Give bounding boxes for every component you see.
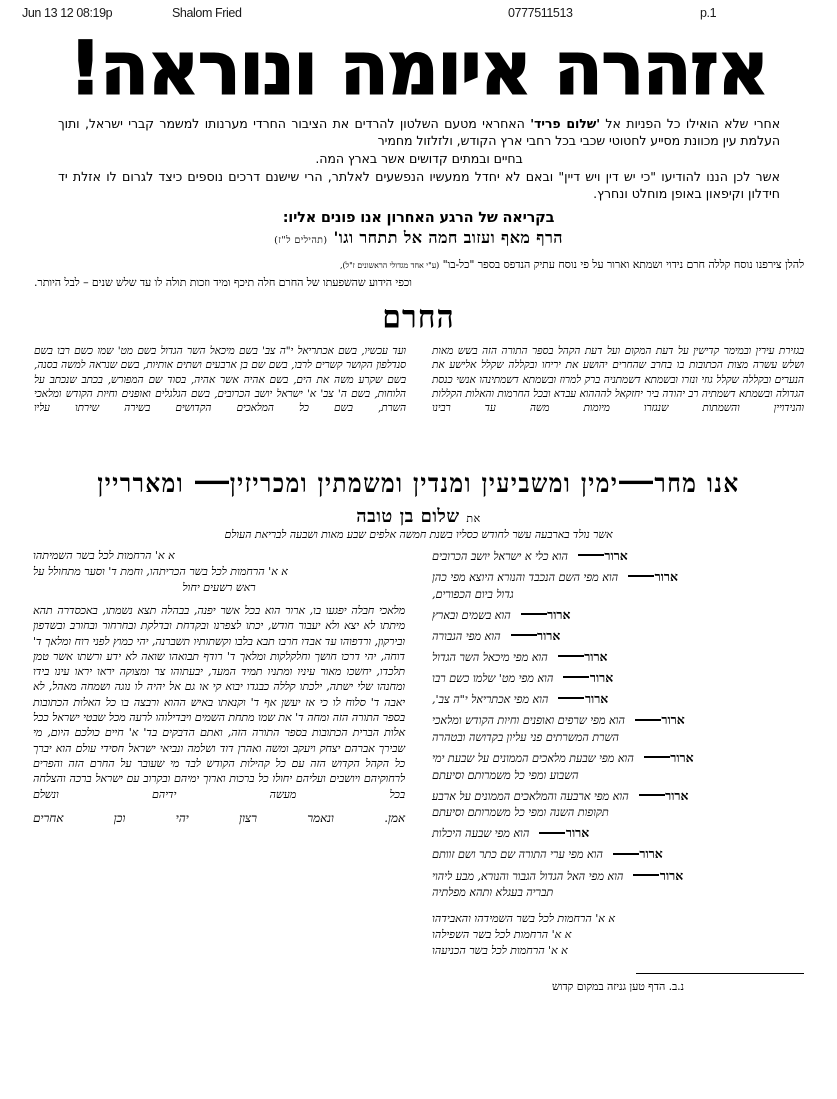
curse-item <box>432 607 804 624</box>
curse-label-text: ארור <box>584 648 608 664</box>
scripture-verse <box>0 228 837 248</box>
intro-paragraph-2 <box>58 168 780 203</box>
curse-label-arur <box>638 788 688 803</box>
curse-label-text: ארור <box>661 712 685 728</box>
main-curse-paragraph: מלאכי חבלה יפגעו בו, ארור הוא בכל אשר יפנה, בבהלה תצא נשמתו, באכסדרה תהא מיתתו לא יצא ולא יעבור חודש, יכתו לצפרנו ובקדחת ובדלקת ובחרחור ובחורב ובשדפון ובירקון, ורדפוהו עד אבדו חרבו תבא בלבו וקשתותיו תשברנה, יהי כמוץ לפני רוח ומלאך ד' דוחה, יהי דרכו חושך וחלקלקות ומלאך ד' רודף תבואהו שואה לא ידע ורשתו אשר טמן תלכדו, יחשכו מאור עיניו ומתניו תמיד המעד, יבעתוהו צר ומצוקה יראו יראו עינו בידו ומחנהו שלי ישתה, ילכתו קללה כבגדו יבוא קי או גם אל יהיה לו נוגה ושמחה מאהל, לא יאבה ד' סלוח לו כי אז יעשן אף ד' וקנאתו באיש ההוא ורבצה בו כל האלות הכתובות בספר התורה הזה ומחה ד' את שמו מתחת השמים ויבדילוהו לרעה מכל שבטי ישראל ככל אלות הברית הכתובות בספר התורה הזה, ואתם הדבקים בד' א' חיים כולכם היום, מי שבירך אברהם יצחק ויעקב ומשה ואהרן דוד ושלמה ונביאי ישראל חסידי עולם הוא יברך כל הקהל הקדוש הזה עם כל קהילות הקודש לבד מי שעובר על החרם הזה והפרים לרחוקיהם ויושבים ועליהם יחולו כל ברכות וארוך ימיהם ובקרוב עם ישראל ברכה והצלחה בכל מעשה ידיהם ונשלם <box>33 604 405 801</box>
intro-text-a: אחרי שלא הואילו כל הפניות אל <box>599 116 781 131</box>
curse-list-column <box>432 548 804 993</box>
intro2-line-2: נוספים כיצד לגרום לו אזלת יד חידלון וקיפאון באופן מוחלט ונחרץ. <box>58 169 780 202</box>
subject-name-bold: 'שלום פריד' <box>530 116 600 131</box>
fax-sender-name: Shalom Fried <box>172 6 242 20</box>
curse-item <box>432 868 804 901</box>
curse-text-continued: השבוע ומפי כל משמרותם וסיעתם <box>432 768 579 782</box>
curse-label-arur <box>520 607 570 622</box>
closing-word: אמן. <box>384 810 405 825</box>
curse-text: הוא מפי שבעת מלאכים הממונים על שבעת ימי <box>432 751 634 765</box>
left-invocation-item <box>33 564 405 596</box>
curse-stretch-dash <box>639 794 665 796</box>
banner-word-2: ימין <box>580 468 619 499</box>
curse-text: הוא מפי ערי התורה שם כתר ושם זוותם <box>432 848 603 862</box>
name-prefix: את <box>466 512 481 525</box>
curse-text: הוא מפי מיכאל השר הגדול <box>432 650 548 664</box>
curse-label-arur <box>634 712 684 727</box>
curse-stretch-dash <box>521 613 547 615</box>
banner-word-7: ומארריין <box>97 468 185 499</box>
curse-label-arur <box>558 691 608 706</box>
banner-stretch-dash <box>619 480 653 483</box>
excommunicated-name: שלום בן טובה <box>356 506 460 527</box>
final-call-heading: בקריאה של הרגע האחרון אנו פונים אליו: <box>282 210 555 226</box>
curse-label-text: ארור <box>670 749 694 765</box>
birth-date-line: אשר נולד בארבעה עשר לחודש כסליו בשנת חמשה אלפים שבע מאות ושבעה לבריאת העולם <box>224 528 613 541</box>
closing-word: וכן <box>113 810 126 825</box>
curse-item <box>432 788 804 821</box>
curse-text: הוא בשמים ובארץ <box>432 608 511 622</box>
curse-label-arur <box>633 868 683 883</box>
banner-word-0: אנו <box>706 468 740 499</box>
page-title: אזהרה איומה ונוראה! <box>69 25 768 112</box>
curse-text: הוא מפי האל הגדול הגבור והנורא, מבע ליהוי <box>432 869 624 883</box>
closing-invocation-item: א א' הרחמות לכל בשר הכניעהו <box>432 943 568 957</box>
curse-label-arur <box>539 825 589 840</box>
curse-stretch-dash <box>635 719 661 721</box>
banner-word-5: ומשמתין <box>317 468 404 499</box>
banner-word-1: מחר <box>654 468 698 499</box>
intro-text-d: בחיים ובמתים קדושים אשר בארץ המה. <box>315 150 523 166</box>
curse-item <box>432 691 804 708</box>
explanatory-note-1 <box>34 258 804 271</box>
left-invocation-continued: ראש רשעים יחול <box>182 581 256 594</box>
verse-citation: (תהילים ל"ז) <box>274 235 328 246</box>
curse-stretch-dash <box>558 655 584 657</box>
cherem-formula-left-column <box>34 344 406 415</box>
closing-invocation-item: א א' הרחמות לכל בשר השמידהו והאבידהו <box>432 911 615 925</box>
intro2-line-1: אשר לכן הננו להודיעו "כי יש דין ויש דיין" ובאם לא יחדל ממעשיו הנפשעים לאלתר, הרי שישנם דרכים <box>228 169 780 184</box>
fax-page-number: p.1 <box>700 6 717 20</box>
closing-word: יהי <box>175 810 189 825</box>
note-1-attribution: (ע"י אחד מגדולי הראשונים ז"ל), <box>340 261 440 270</box>
postscript-note: נ.ב. הדף טען גניזה במקום קדוש <box>551 979 685 993</box>
left-invocation-item: א א' הרחמות לכל בשר השמיתהו <box>33 549 175 562</box>
curse-label-arur <box>628 569 678 584</box>
curse-label-text: ארור <box>589 670 614 686</box>
curse-label-text: ארור <box>565 825 590 841</box>
curse-stretch-dash <box>578 554 604 556</box>
curse-text: הוא מפי השם הנכבד והנורא היוצא מפי כהן <box>432 571 619 585</box>
curse-label-text: ארור <box>584 691 609 707</box>
curse-stretch-dash <box>511 634 537 636</box>
curse-label-arur <box>563 670 613 685</box>
curse-text: הוא מפי ארבעה והמלאכים הממונים על ארבע <box>432 789 629 803</box>
curse-label-arur <box>577 548 627 563</box>
explanatory-note-2: וכפי הידוע שהשפעתו של החרם חלה תיכף ומיד וזכות תולה לו עד שלש שנים – לבל היותר. <box>34 276 412 289</box>
cherem-formula-left-text: ועד עכשיו, בשם אכתריאל י"ה צב' בשם מיכאל השר הגדול בשם מט' שמו כשם רבו בשם סנדלפון הקושר קשרים לרבו, בשם שם בן ארבעים ושתים אותיות, בשם שנראה למשה בסנה, בשם שקרע משה את הים, בשם אהיה אשר אהיה, בסוד שם המפורש, בכתב שנכתב על הלוחות, בשם ה' צב' א' ישראל יושב הכרובים, בשם הגלגלים ואופנים וחיות הקודש ומלאכי השרת, בשם כל המלאכים הקדושים בשירה שירתו עליו <box>34 345 406 415</box>
curse-text: הוא מפי הגבורה <box>432 629 501 643</box>
curse-item <box>432 670 804 687</box>
curse-text: הוא מפי מט' שלמו כשם רבו <box>432 672 554 686</box>
cherem-formula-right-text: בגזירת עירין ובמימר קדישין על דעת המקום ועל דעת הקהל בספר התורה הזה בשש מאות ושלש עשרה מצות הכתובות בו בחרב שהחרים יהושע את יריחו ובקללה שקלל אלישע את הנערים ובקללה שקלל גוזי ונזרו ובשמתא דשמתניה ברק למרוז ובשמתא דשמתינהו אנשי כנסת הגדולה ובשמתא דשמתיה רב יהודה ביר יחזקאל להההוא עבדא ובכל החרמות והאלות הקללות והנידויין והשמתות שנגזרו מיומות משה עד רבינו <box>432 345 804 415</box>
curse-stretch-dash <box>613 853 639 855</box>
left-invocation-text: א א' הרחמות לכל בשר הכריתהו, וחמת ד' וסער מתחולל על <box>33 565 288 578</box>
curse-text-continued: גדול ביום הכפורים, <box>432 587 514 601</box>
curse-item <box>432 825 804 842</box>
excommunication-declaration-banner <box>0 468 837 498</box>
fax-number: 0777511513 <box>508 6 573 20</box>
section-heading-hacherem: החרם <box>382 299 455 336</box>
curse-stretch-dash <box>558 697 584 699</box>
curse-text: הוא מפי אכתריאל י"ה צב', <box>432 693 549 707</box>
curse-label-arur <box>557 649 607 664</box>
curse-item <box>432 846 804 863</box>
curse-label-text: ארור <box>547 606 571 622</box>
footnote-divider <box>636 973 804 974</box>
curse-stretch-dash <box>644 756 670 758</box>
cherem-formula-block <box>34 344 804 462</box>
fax-timestamp: Jun 13 12 08:19p <box>22 6 113 20</box>
curse-text: הוא כלי א ישראל יושב הכרובים <box>432 550 568 563</box>
banner-stretch-dash-2 <box>195 480 229 483</box>
banner-word-4: ומנדין <box>413 468 472 499</box>
curse-item <box>432 569 804 602</box>
closing-word: אחרים <box>33 810 64 825</box>
curse-label-text: ארור <box>665 787 689 803</box>
commentary-column <box>33 548 405 826</box>
closing-amen-line <box>33 811 405 826</box>
curse-label-text: ארור <box>654 569 678 585</box>
curse-stretch-dash <box>633 874 659 876</box>
curse-label-arur <box>510 628 560 643</box>
curse-text-continued: השרת המשרתים פני עליון בקדושה ובטהרה <box>432 730 619 744</box>
curse-item <box>432 649 804 666</box>
verse-text: הרף מאף ועזוב חמה אל תתחר וגו' <box>333 228 563 247</box>
banner-word-6: ומכריזין <box>229 468 309 499</box>
intro-text-c: למשמר קברי ישראל, ותוך העלמת עין מכוונת מסייע לחטוטי שכבי בכל רחבי ארץ הקודש, ולזלזול מחמיר <box>58 116 780 149</box>
curse-label-text: ארור <box>659 867 684 883</box>
curse-item <box>432 750 804 783</box>
intro-paragraph-1 <box>58 115 780 167</box>
intro-text-b: האחראי מטעם השלטון להרדים את הציבור החרדי מערנותו <box>204 116 531 131</box>
curse-label-text: ארור <box>604 548 628 563</box>
curse-text-continued: תבריה בעגלא ותהא מפלתיה <box>432 886 554 900</box>
curse-label-arur <box>643 750 693 765</box>
curse-item <box>432 628 804 645</box>
curse-stretch-dash <box>539 832 565 834</box>
banner-word-3: ומשביעין <box>481 468 572 499</box>
closing-invocation-list <box>432 911 804 959</box>
note-1-text: להלן צירפנו נוסח קללה חרם נידוי ושמתא וארור על פי נוסח עתיק הנדפס בספר "כל-בו" <box>442 258 804 271</box>
excommunicated-name-line <box>0 506 837 527</box>
curse-text: הוא מפי שבעה היכלות <box>432 827 530 841</box>
curse-text-continued: תקופות השנה ומפי כל משמרותם וסיעתם <box>432 806 609 820</box>
curse-item <box>432 548 804 565</box>
cherem-formula-right-column <box>432 344 804 415</box>
curse-stretch-dash <box>628 575 654 577</box>
curse-stretch-dash <box>563 676 589 678</box>
closing-word: ונאמר <box>307 810 334 825</box>
curse-text: הוא מפי שרפים ואופנים וחיות הקודש ומלאכי <box>432 714 625 728</box>
closing-word: רצון <box>239 810 257 825</box>
curse-item <box>432 712 804 745</box>
curse-label-arur <box>612 846 662 861</box>
curse-label-text: ארור <box>639 846 663 862</box>
closing-invocation-item: א א' הרחמות לכל בשר השפילהו <box>432 927 572 941</box>
curse-label-text: ארור <box>537 627 561 643</box>
